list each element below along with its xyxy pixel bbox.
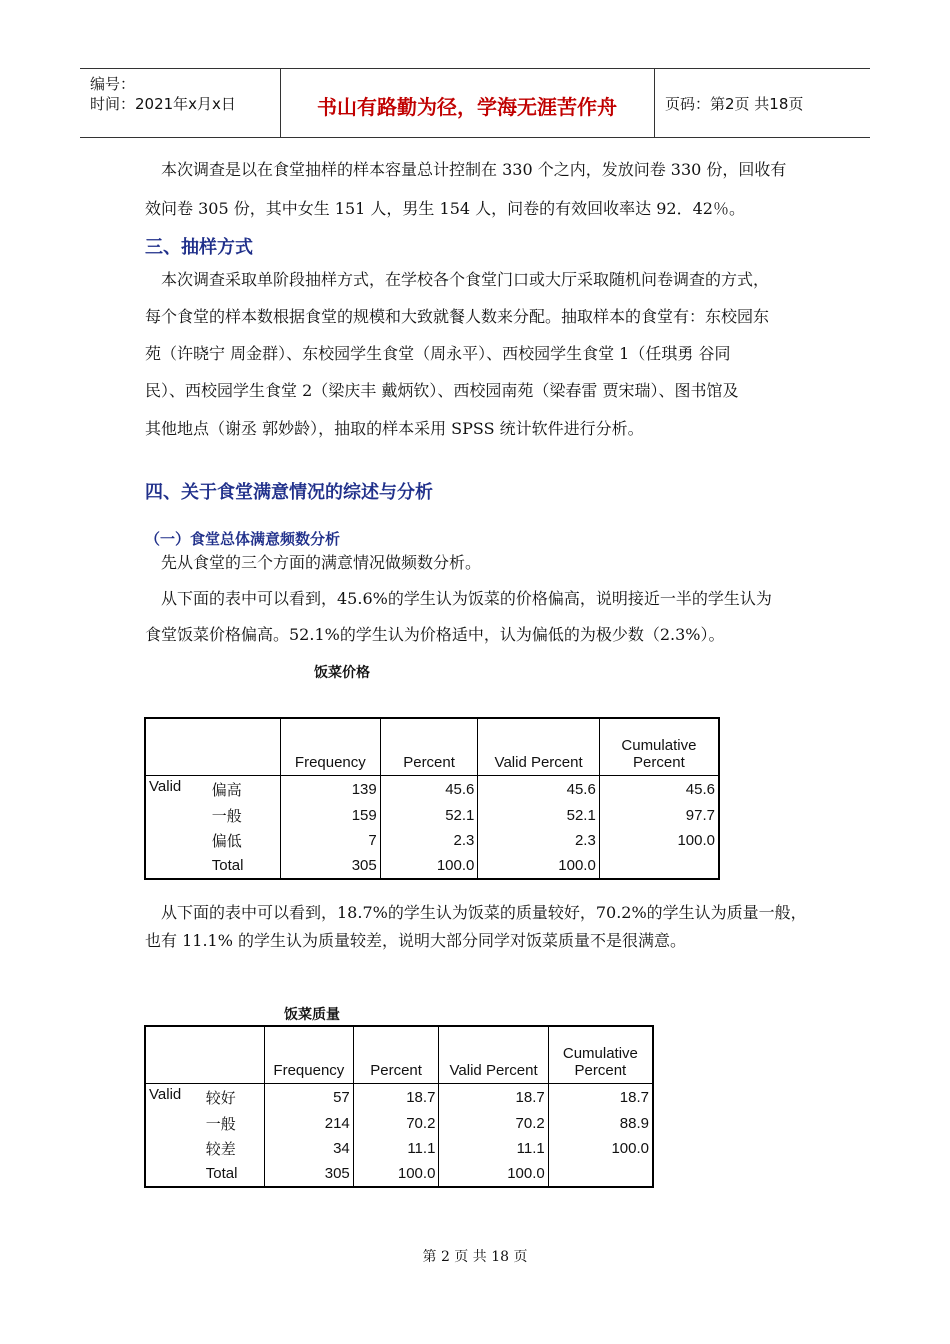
table-row: Total 305 100.0 100.0	[145, 1161, 653, 1187]
table-header-row	[145, 1026, 653, 1084]
header-page-cell	[655, 69, 870, 137]
table-row: Valid 较好 57 18.7 18.7 18.7	[145, 1084, 653, 1112]
col-percent: Percent	[353, 1026, 439, 1084]
price-frequency-table	[144, 717, 720, 880]
date-line: 时间：2021年x月x日	[90, 95, 236, 113]
col-frequency: Frequency	[280, 718, 380, 776]
page-info: 页码：第2页 共18页	[665, 95, 804, 113]
table-row: 一般 159 52.1 52.1 97.7	[145, 803, 719, 828]
header-meta-cell	[80, 69, 281, 137]
page-footer: 第 2 页 共 18 页	[422, 1249, 528, 1265]
subsection-1-line: 先从食堂的三个方面的满意情况做频数分析。	[161, 553, 482, 572]
table-row: Total 305 100.0 100.0	[145, 853, 719, 879]
price-paragraph-line-1: 从下面的表中可以看到，45.6%的学生认为饭菜的价格偏高，说明接近一半的学生认为	[161, 589, 772, 608]
col-cumulative-percent: Cumulative Percent	[548, 1026, 653, 1084]
col-valid-percent: Valid Percent	[439, 1026, 548, 1084]
intro-line-2: 效问卷 305 份，其中女生 151 人，男生 154 人，问卷的有效回收率达 92．42％。	[145, 199, 745, 218]
section-4-title: 四、关于食堂满意情况的综述与分析	[145, 482, 433, 503]
quality-frequency-table	[144, 1025, 654, 1188]
table-row: 一般 214 70.2 70.2 88.9	[145, 1111, 653, 1136]
table-row: Valid 偏高 139 45.6 45.6 45.6	[145, 776, 719, 804]
row-label: Total	[209, 853, 281, 879]
valid-label: Valid	[149, 1086, 182, 1103]
row-label: 偏高	[209, 776, 281, 804]
price-paragraph-line-2: 食堂饭菜价格偏高。52.1%的学生认为价格适中，认为偏低的为极少数（2.3%）。	[145, 625, 725, 644]
section-3-title: 三、抽样方式	[145, 237, 253, 258]
table-row: 偏低 7 2.3 2.3 100.0	[145, 828, 719, 853]
header-motto-cell	[280, 69, 655, 137]
intro-line-1: 本次调查是以在食堂抽样的样本容量总计控制在 330 个之内，发放问卷 330 份，回收有	[161, 160, 787, 179]
row-label: 一般	[209, 803, 281, 828]
quality-paragraph-line-1: 从下面的表中可以看到，18.7%的学生认为饭菜的质量较好，70.2%的学生认为质量一般，	[161, 903, 807, 922]
row-label: 偏低	[209, 828, 281, 853]
serial-label: 编号：	[90, 75, 136, 93]
section-3-line-2: 每个食堂的样本数根据食堂的规模和大致就餐人数来分配。抽取样本的食堂有：东校园东	[145, 307, 770, 326]
section-3-line-3: 苑（许晓宁 周金群）、东校园学生食堂（周永平）、西校园学生食堂 1（任琪勇 谷同	[145, 344, 731, 363]
row-label: 较差	[203, 1136, 265, 1161]
col-frequency: Frequency	[264, 1026, 353, 1084]
section-3-line-5: 其他地点（谢丞 郭妙龄），抽取的样本采用 SPSS 统计软件进行分析。	[145, 419, 644, 438]
motto: 书山有路勤为径，学海无涯苦作舟	[317, 95, 617, 119]
col-cumulative-percent: Cumulative Percent	[599, 718, 719, 776]
table-header-row	[145, 718, 719, 776]
quality-table-caption: 饭菜质量	[284, 1007, 340, 1023]
row-label: 较好	[203, 1084, 265, 1112]
quality-paragraph-line-2: 也有 11.1% 的学生认为质量较差，说明大部分同学对饭菜质量不是很满意。	[145, 931, 687, 950]
page-header	[80, 68, 870, 138]
col-valid-percent: Valid Percent	[478, 718, 599, 776]
table-row: 较差 34 11.1 11.1 100.0	[145, 1136, 653, 1161]
valid-label: Valid	[149, 778, 182, 795]
section-3-line-4: 民）、西校园学生食堂 2（梁庆丰 戴炳钦）、西校园南苑（梁春雷 贾宋瑞）、图书馆及	[145, 381, 739, 400]
section-3-line-1: 本次调查采取单阶段抽样方式，在学校各个食堂门口或大厅采取随机问卷调查的方式，	[161, 270, 770, 289]
row-label: Total	[203, 1161, 265, 1187]
subsection-1-title: （一）食堂总体满意频数分析	[145, 530, 341, 548]
row-label: 一般	[203, 1111, 265, 1136]
col-percent: Percent	[380, 718, 478, 776]
price-table-caption: 饭菜价格	[314, 665, 370, 681]
